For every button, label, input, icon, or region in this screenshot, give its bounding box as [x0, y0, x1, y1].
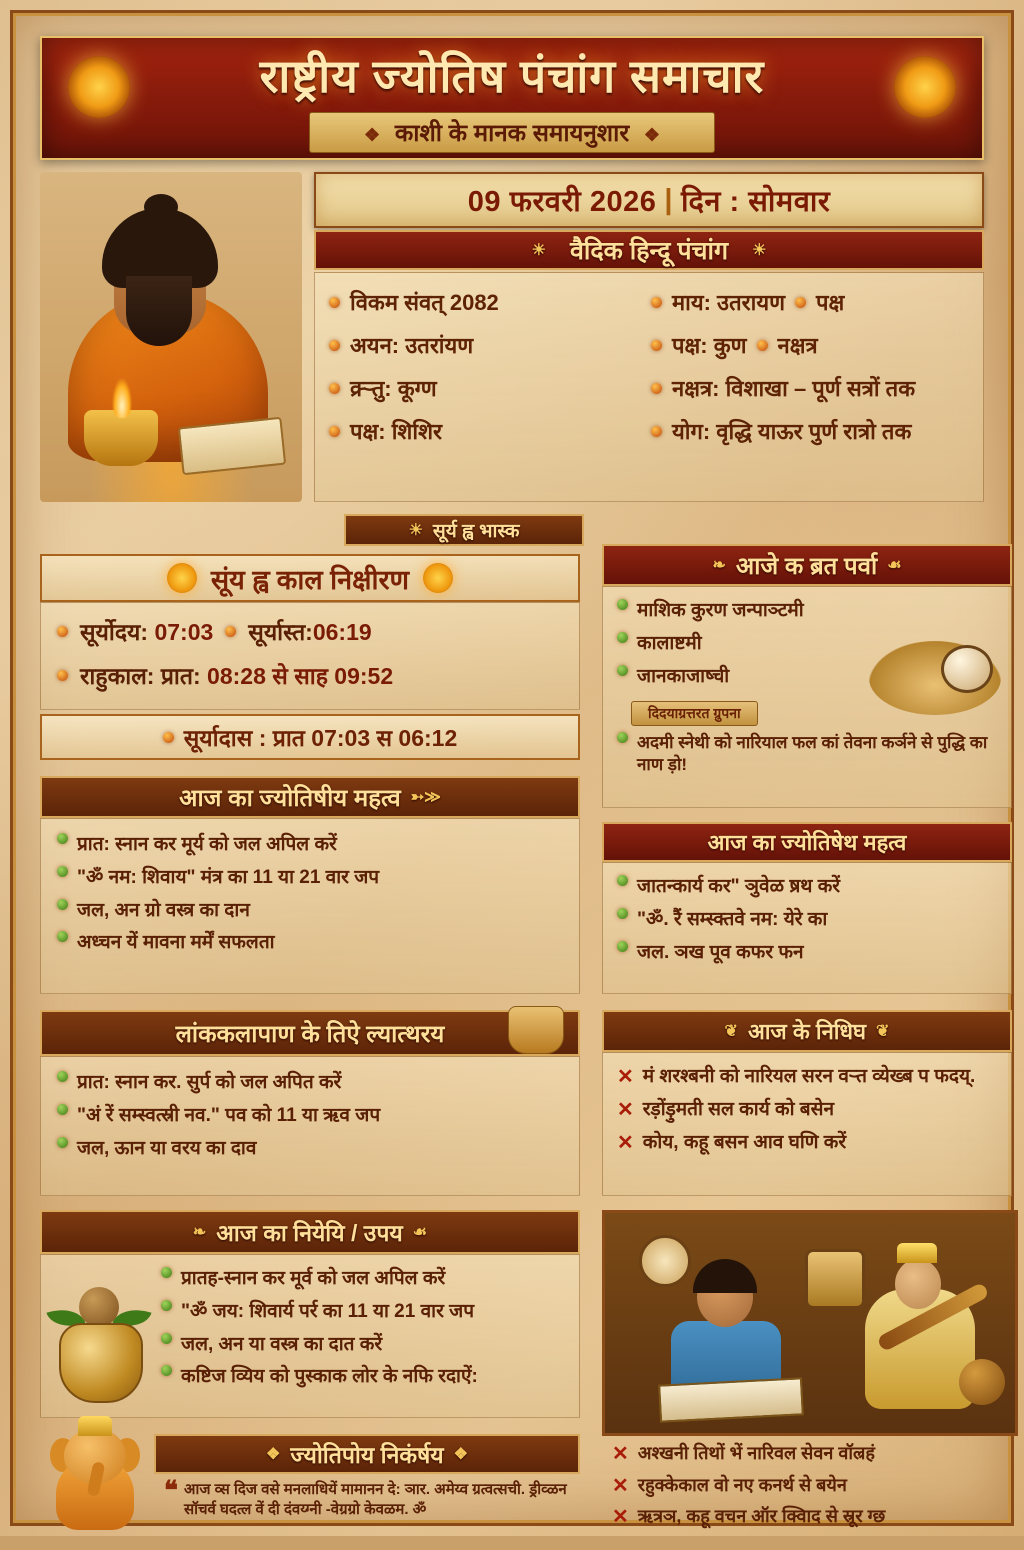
surya-ribbon-text: सूर्य ह्व भास्क: [432, 521, 520, 542]
cross-icon: ✕: [617, 1098, 634, 1121]
sun-ornament-icon: ☀: [531, 242, 546, 259]
sunset-summary-bar: [40, 714, 580, 760]
bullet-icon: [329, 297, 340, 308]
jyotish-right-body: [602, 862, 1012, 994]
nishedh-heading: [602, 1010, 1012, 1052]
vrat-heading-text: आजे क ब्रत पर्वा: [735, 552, 878, 580]
vedic-panchang-body: [314, 272, 984, 502]
sunrise-value: 07:03: [154, 619, 214, 645]
bullet-icon: [57, 931, 68, 942]
list-item: कष्टिज व्यिय को पुस्काक लोर के नफि रदाऐं:: [161, 1365, 565, 1389]
bullet-icon: [617, 732, 628, 743]
upay-body: [40, 1254, 580, 1418]
vedic-left-column: [329, 287, 651, 491]
pot-body: [59, 1323, 143, 1403]
sunrise-label: सूर्योदय:: [80, 619, 149, 645]
bullet-icon: [161, 1267, 172, 1278]
bullet-icon: [617, 632, 628, 643]
list-item: अयन: उतरांयण: [329, 330, 651, 360]
table-clock-icon: [805, 1249, 865, 1309]
table-row: [57, 615, 563, 647]
nishkarsh-heading-text: ज्योतिपोय निकंर्षय: [290, 1442, 444, 1468]
bullet-icon: [57, 1071, 68, 1082]
sadhu-illustration: [40, 172, 302, 502]
kalash-icon: [51, 1279, 147, 1403]
bullet-icon: [57, 670, 68, 681]
lok-body: [40, 1056, 580, 1196]
pot-icon: [508, 1006, 564, 1054]
list-item: ✕ ऋत्रञ, कहू वचन ऑर क्विाद से स्रूर ग्छ: [612, 1506, 886, 1528]
sun-icon-right: [423, 563, 453, 593]
ganesha-illustration: [40, 1418, 150, 1540]
vrat-note-text: अदमी स्नेथी को नारियाल फल कां तेवना कर्ञने से पुद्धि का नाण ड़ो!: [637, 733, 988, 775]
page-title: राष्ट्रीय ज्योतिष पंचांग समाचार: [259, 49, 765, 102]
poster-header: [40, 36, 984, 160]
nishkarsh-quote: [154, 1474, 580, 1540]
saraswati-student-illustration: [602, 1210, 1018, 1436]
jyotish-right-heading-text: आज का ज्योतिषेथ महत्व: [707, 830, 907, 855]
list-item: ✕ रहुक्केकाल वो नए कनर्थ से बयेन: [612, 1474, 847, 1497]
ganesha-crown: [78, 1416, 112, 1436]
date-value: 09 फरवरी 2026: [467, 185, 657, 218]
bullet-icon: [163, 732, 174, 743]
sunset-summary-text: सूर्यादास : प्रात 07:03 स 06:12: [183, 725, 458, 751]
rahukaal-value: 08:28 से साह 09:52: [207, 663, 394, 689]
bullet-icon: [617, 941, 628, 952]
ornament-icon-right: ☙: [412, 1224, 428, 1241]
list-item: पक्ष: कुण नक्षत्र: [651, 330, 973, 360]
scripture-book: [178, 417, 286, 476]
upay-heading-text: आज का नियेयि / उपय: [216, 1220, 403, 1246]
bullet-icon: [651, 340, 662, 351]
sun-icon: ☀: [408, 522, 423, 539]
sun-times-heading: [40, 554, 580, 602]
cross-icon: ✕: [612, 1443, 629, 1465]
bullet-icon: [617, 599, 628, 610]
veena-gourd-icon: [959, 1359, 1005, 1405]
bullet-icon: [617, 908, 628, 919]
vedic-panchang-heading: [314, 230, 984, 270]
bullet-icon: [329, 340, 340, 351]
saraswati-crown: [897, 1243, 937, 1263]
bullet-icon: [795, 297, 806, 308]
list-item: पक्ष: शिशिर: [329, 416, 651, 446]
ornament-icon-right: ❦: [876, 1023, 890, 1040]
sun-times-body: [40, 602, 580, 710]
bullet-icon: [57, 833, 68, 844]
list-item: जल, अन ग्रो वस्त्र का दान: [57, 899, 563, 923]
coconut-icon: [79, 1287, 119, 1327]
bullet-icon: [617, 875, 628, 886]
cross-icon: ✕: [617, 1131, 634, 1154]
list-item: "अं रें सम्स्वत्स्री नव." पव को 11 या ऋव जप: [57, 1104, 563, 1128]
list-item: ✕ अश्खनी तिथों भें नारिवल सेवन वॉल्रहं: [612, 1443, 875, 1465]
nishkarsh-quote-text: आज व्स दिज वसे मनलाधियें मामानन दे: ञार. अमेय्व ग्रत्वत्सची. ड्रीव्ळन सॉचर्व घदत्ल वें दी दंवय्ग्नी -वेग्रग्रो केवळम. ॐ: [184, 1481, 567, 1518]
clock-icon: [639, 1235, 691, 1287]
prasad-plate-icon: [869, 641, 1001, 715]
ornament-right-icon: ❖: [643, 124, 660, 145]
ornament-icon: ❖: [266, 1446, 281, 1463]
vrat-sub-badge: दिदयाग्रत्तरत ग्रुपना: [631, 701, 758, 726]
list-item: "ॐ जय: शिवार्य पर्र का 11 या 21 वार जप: [161, 1300, 565, 1324]
vrat-body: [602, 586, 1012, 808]
bullet-icon: [651, 297, 662, 308]
date-strip: [314, 172, 984, 228]
list-item: प्रातह-स्नान कर मूर्व को जल अपिल करें: [161, 1267, 565, 1291]
list-item: माय: उतरायण पक्ष: [651, 287, 973, 317]
list-item: माशिक कुरण जन्पाञ्टमी: [617, 599, 997, 623]
list-item: प्रात: स्नान कर मूर्य को जल अपिल करें: [57, 833, 563, 857]
list-item: कालाष्टमी: [617, 632, 997, 656]
bullet-icon: [57, 626, 68, 637]
bullet-icon: [757, 340, 768, 351]
table-row: [57, 659, 563, 691]
nishedh-body: [602, 1052, 1012, 1196]
surya-ribbon: [344, 514, 584, 546]
thali-icon: ☙: [887, 557, 902, 574]
cross-icon: ✕: [612, 1474, 629, 1497]
page-subtitle-text: काशी के मानक समायनुशार: [394, 119, 630, 147]
cross-icon: ✕: [617, 1066, 634, 1088]
list-item: क्र्ऱ्तु: कूग्ण: [329, 373, 651, 403]
day-value: दिन : सोमवार: [681, 185, 831, 218]
vedic-right-column: [651, 287, 973, 491]
sunset-label: सूर्यास्त:: [248, 619, 313, 645]
list-item: ✕ कोय, कहू बसन आव घणि करें: [617, 1131, 847, 1154]
sun-icon-left: [167, 563, 197, 593]
bullet-icon: [617, 665, 628, 676]
vrat-heading: [602, 544, 1012, 586]
sun-times-heading-text: सूंय ह्व काल निक्षीरण: [210, 564, 410, 595]
list-item: जल, ऊान या वरय का दाव: [57, 1137, 563, 1161]
rahukaal-label: राहुकाल: प्रात:: [80, 663, 201, 689]
ornament-icon: ❧: [192, 1224, 207, 1241]
ornament-icon-right: ❖: [453, 1446, 468, 1463]
bullet-icon: [329, 426, 340, 437]
vedic-panchang-heading-text: वैदिक हिन्दू पंचांग: [569, 237, 729, 265]
list-item: जातन्कार्य कर" ञुवेळ ष्रथ करें: [617, 875, 997, 899]
list-item: जल, अन या वस्त्र का दात करें: [161, 1333, 565, 1357]
bullet-icon: [57, 899, 68, 910]
bullet-icon: [161, 1333, 172, 1344]
bullet-icon: [161, 1300, 172, 1311]
bottom-warning-list: [602, 1438, 1024, 1550]
saraswati-head: [895, 1259, 941, 1309]
sadhu-hair-bun: [144, 194, 178, 220]
vrat-note-row: [617, 732, 997, 776]
bullet-icon: [329, 383, 340, 394]
list-item: प्रात: स्नान कर. सुर्प को जल अपित करें: [57, 1071, 563, 1095]
list-item: ✕ मं शरश्बनी को नारियल सरन वऱ्त व्येख्ब प फदय्.: [617, 1066, 976, 1088]
oil-lamp-icon: [84, 410, 158, 466]
cross-icon: ✕: [612, 1506, 629, 1528]
bullet-icon: [161, 1365, 172, 1376]
lok-heading-text: लांककलापाण के तिऐ ल्यात्थरय: [175, 1020, 445, 1048]
leaf-ornament-icon: ❧: [712, 557, 726, 574]
list-item: जानकाजाष्ची: [617, 665, 997, 689]
jyotish-right-heading: [602, 822, 1012, 862]
bullet-icon: [57, 1104, 68, 1115]
quote-mark-icon: ❝: [164, 1475, 178, 1505]
upay-heading: [40, 1210, 580, 1254]
sunset-value: 06:19: [312, 619, 372, 645]
open-book: [658, 1377, 804, 1422]
list-item: नक्षत्र: विशाखा – पूर्ण सत्रों तक: [651, 373, 973, 403]
list-item: "ॐ. रैं सम्स्क्तवे नम: येरे का: [617, 908, 997, 932]
nishkarsh-heading: [154, 1434, 580, 1474]
lok-heading: [40, 1010, 580, 1056]
ornament-left-icon: ❖: [364, 124, 381, 145]
jyotish-left-heading-text: आज का ज्योतिषीय महत्व: [179, 784, 401, 812]
list-item: विकम संवत्‌ 2082: [329, 287, 651, 317]
list-item: "ॐ नम: शिवाय" मंत्र का 11 या 21 वार जप: [57, 866, 563, 890]
list-item: जल. ञख पूव कफर फन: [617, 941, 997, 965]
date-separator: |: [664, 183, 673, 216]
list-item: अध्चन यें मावना मर्में सफलता: [57, 931, 563, 955]
coconut-icon: [941, 645, 993, 693]
bullet-icon: [225, 626, 236, 637]
sun-ornament-icon-right: ☀: [752, 242, 767, 259]
ornament-icon: ❦: [724, 1023, 738, 1040]
page-subtitle: [309, 112, 715, 153]
bullet-icon: [57, 1137, 68, 1148]
bullet-icon: [651, 426, 662, 437]
flame-icon: [112, 378, 132, 418]
list-item: योग: वृद्धि याऊर पुर्ण रात्रो तक: [651, 416, 973, 446]
jyotish-left-heading: [40, 776, 580, 818]
sadhu-beard: [126, 276, 192, 346]
list-item: ✕ रड़ोंड़ुमती सल कार्य को बसेन: [617, 1098, 835, 1121]
nishedh-heading-text: आज के निधिघ: [747, 1019, 867, 1044]
bullet-icon: [651, 383, 662, 394]
bullet-icon: [57, 866, 68, 877]
chevron-right-icon: ➳≫: [410, 789, 441, 806]
jyotish-left-body: [40, 818, 580, 994]
